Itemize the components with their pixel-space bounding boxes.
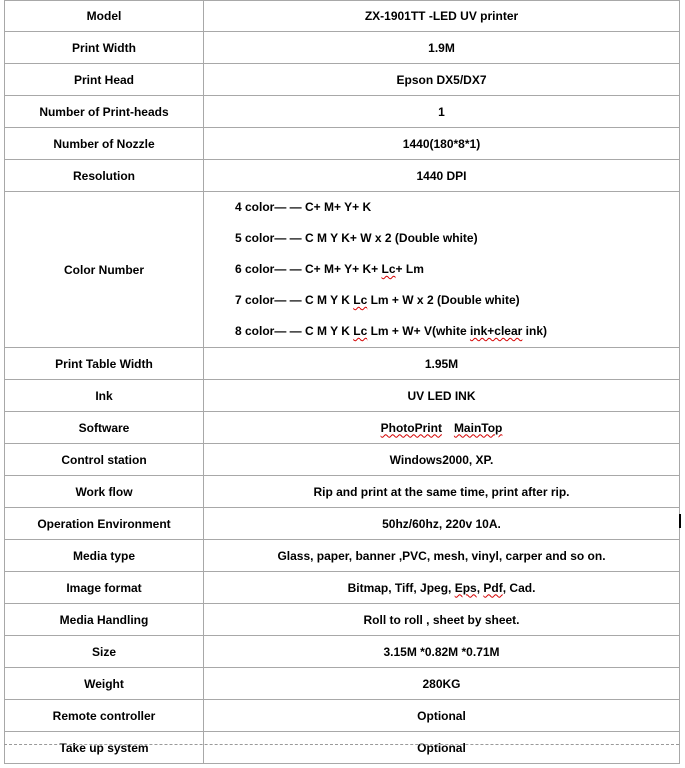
table-row — [5, 348, 680, 380]
color-option-text: 6 color— — C+ M+ Y+ K+ — [235, 262, 382, 276]
table-row — [5, 160, 680, 192]
spec-label: Software — [5, 412, 204, 444]
image-format-text: , — [476, 580, 484, 595]
spec-label: Work flow — [5, 476, 204, 508]
spec-value: 1.95M — [204, 348, 680, 380]
spec-label: Weight — [5, 668, 204, 700]
spellcheck-word: Lc — [353, 324, 368, 338]
spec-value: Glass, paper, banner ,PVC, mesh, vinyl, carper and so on. — [204, 540, 680, 572]
spec-label: Media Handling — [5, 604, 204, 636]
table-row — [5, 508, 680, 540]
spec-label: Operation Environment — [5, 508, 204, 540]
color-option-text: + Lm — [395, 262, 424, 276]
spec-label: Take up system — [5, 732, 204, 764]
image-format-text: , Cad. — [502, 580, 536, 595]
spec-label: Print Head — [5, 64, 204, 96]
spec-label: Control station — [5, 444, 204, 476]
table-row — [5, 636, 680, 668]
spellcheck-word: Lc — [381, 262, 396, 276]
spec-value: Epson DX5/DX7 — [204, 64, 680, 96]
spec-label: Remote controller — [5, 700, 204, 732]
image-format-text: Bitmap, Tiff, Jpeg, — [347, 580, 455, 595]
table-row — [5, 1, 680, 32]
table-row — [5, 700, 680, 732]
spec-value — [204, 412, 680, 444]
spec-label: Color Number — [5, 192, 204, 348]
spec-value: UV LED INK — [204, 380, 680, 412]
table-row — [5, 572, 680, 604]
spec-label: Model — [5, 1, 204, 32]
spec-value: ZX-1901TT -LED UV printer — [204, 1, 680, 32]
table-row — [5, 380, 680, 412]
spec-value: 1440(180*8*1) — [204, 128, 680, 160]
spec-label: Ink — [5, 380, 204, 412]
color-option-8 — [235, 316, 675, 347]
page-break-line — [4, 744, 679, 745]
spec-label: Print Table Width — [5, 348, 204, 380]
spec-table — [4, 0, 680, 764]
spec-value: Rip and print at the same time, print after rip. — [204, 476, 680, 508]
spec-value: Windows2000, XP. — [204, 444, 680, 476]
spec-label: Number of Print-heads — [5, 96, 204, 128]
table-row — [5, 444, 680, 476]
color-option-text: 7 color— — C M Y K — [235, 293, 354, 307]
table-row — [5, 412, 680, 444]
table-row — [5, 668, 680, 700]
color-option-7 — [235, 285, 675, 316]
table-row — [5, 604, 680, 636]
software-photoprint: PhotoPrint — [380, 420, 442, 435]
table-row — [5, 540, 680, 572]
software-maintop: MainTop — [453, 420, 503, 435]
spec-value: 50hz/60hz, 220v 10A. — [204, 508, 680, 540]
table-row — [5, 32, 680, 64]
spec-value: Optional — [204, 700, 680, 732]
spellcheck-word: Lc — [353, 293, 368, 307]
spec-value — [204, 572, 680, 604]
color-option-text: ink) — [522, 324, 547, 338]
spec-value: Optional — [204, 732, 680, 764]
color-option-6 — [235, 254, 675, 285]
spellcheck-word: ink+clear — [469, 324, 523, 338]
spec-label: Size — [5, 636, 204, 668]
spellcheck-word: Eps — [454, 580, 477, 595]
table-row — [5, 192, 680, 348]
color-option-text: Lm + W x 2 (Double white) — [367, 293, 520, 307]
spec-label: Image format — [5, 572, 204, 604]
color-option-text: Lm + W+ V(white — [367, 324, 470, 338]
table-row — [5, 476, 680, 508]
spec-value: 3.15M *0.82M *0.71M — [204, 636, 680, 668]
spec-value: 1.9M — [204, 32, 680, 64]
spec-label: Resolution — [5, 160, 204, 192]
spec-value: 1 — [204, 96, 680, 128]
color-option-5: 5 color— — C M Y K+ W x 2 (Double white) — [235, 231, 478, 245]
table-row — [5, 732, 680, 764]
spec-value: 280KG — [204, 668, 680, 700]
spec-label: Media type — [5, 540, 204, 572]
table-row — [5, 128, 680, 160]
color-options-cell — [204, 192, 680, 348]
spellcheck-word: Pdf — [483, 580, 503, 595]
spec-label: Number of Nozzle — [5, 128, 204, 160]
color-option-4: 4 color— — C+ M+ Y+ K — [235, 200, 372, 214]
table-row — [5, 64, 680, 96]
spec-value: Roll to roll , sheet by sheet. — [204, 604, 680, 636]
spec-label: Print Width — [5, 32, 204, 64]
text-cursor — [679, 514, 681, 528]
table-row — [5, 96, 680, 128]
color-option-text: 8 color— — C M Y K — [235, 324, 354, 338]
spec-value: 1440 DPI — [204, 160, 680, 192]
